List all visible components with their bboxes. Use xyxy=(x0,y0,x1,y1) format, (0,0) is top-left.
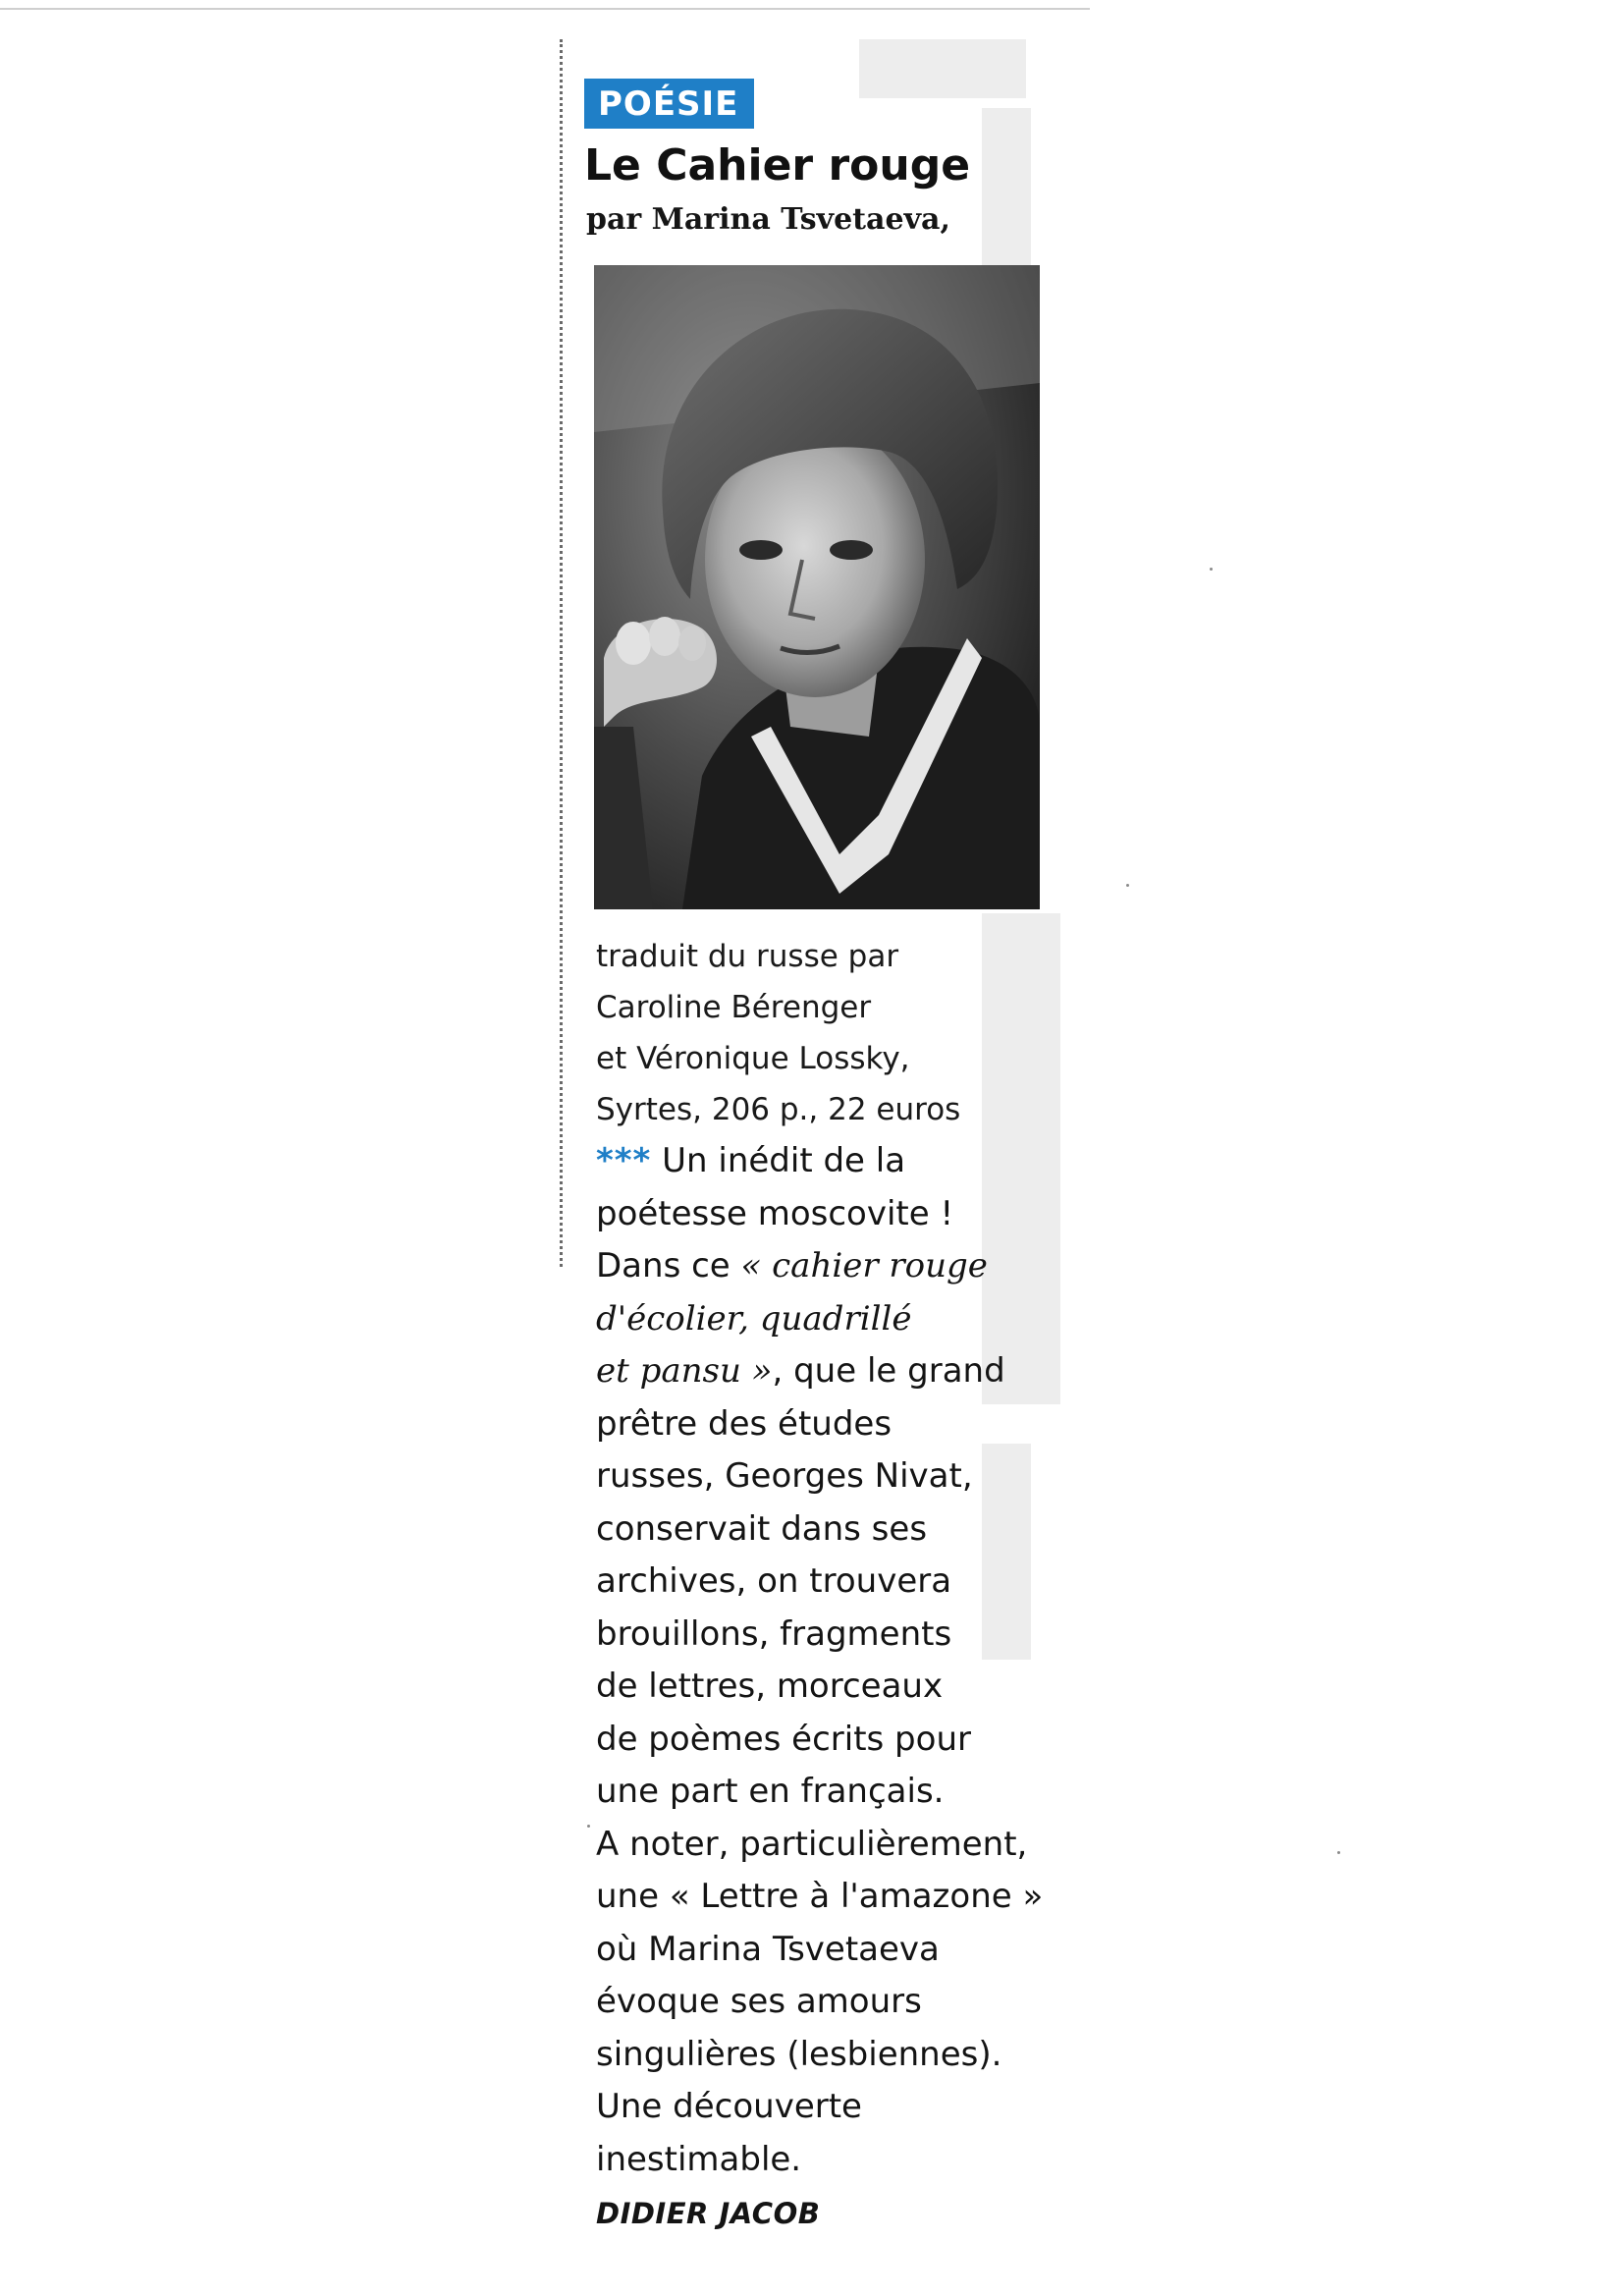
review-line: une part en français. xyxy=(596,1772,945,1811)
review-line: une « Lettre à l'amazone » xyxy=(596,1877,1044,1916)
review-line: poétesse moscovite ! xyxy=(596,1193,954,1233)
scan-speck xyxy=(1210,568,1213,571)
rating-stars: *** xyxy=(596,1141,652,1180)
review-line: Dans ce « cahier rouge xyxy=(596,1246,988,1285)
review-line: Une découverte xyxy=(596,2087,862,2126)
scan-speck xyxy=(1126,884,1129,887)
credit-line: et Véronique Lossky, xyxy=(596,1041,910,1076)
article-header xyxy=(584,79,1065,241)
book-credits xyxy=(596,931,1067,1135)
scan-speck xyxy=(1337,1851,1340,1854)
author-byline: par Marina Tsvetaeva, xyxy=(586,202,950,237)
review-line: évoque ses amours xyxy=(596,1982,922,2021)
review-line: A noter, particulièrement, xyxy=(596,1824,1028,1864)
review-line: de poèmes écrits pour xyxy=(596,1719,971,1759)
section-rubric: POÉSIE xyxy=(584,79,754,129)
scan-edge xyxy=(0,8,1090,10)
review-line: conservait dans ses xyxy=(596,1508,928,1549)
credit-line: Syrtes, 206 p., 22 euros xyxy=(596,1092,961,1127)
article-body xyxy=(596,931,1067,2239)
review-line: de lettres, morceaux xyxy=(596,1667,944,1706)
review-line: prêtre des études xyxy=(596,1403,893,1444)
review-line: russes, Georges Nivat, xyxy=(596,1456,973,1496)
review-line: *** Un inédit de la xyxy=(596,1141,906,1180)
review-line: d'écolier, quadrillé xyxy=(596,1298,912,1339)
scan-speck xyxy=(587,1825,590,1828)
review-line: où Marina Tsvetaeva xyxy=(596,1929,940,1969)
review-line: inestimable. xyxy=(596,2139,802,2179)
review-line: archives, on trouvera xyxy=(596,1561,952,1601)
credit-line: traduit du russe par xyxy=(596,939,899,974)
author-portrait-photo xyxy=(594,265,1040,909)
author-signature: DIDIER JACOB xyxy=(596,2197,821,2230)
article-title: Le Cahier rouge xyxy=(584,140,971,191)
review-line: brouillons, fragments xyxy=(596,1613,952,1654)
review-text xyxy=(596,1135,1067,2186)
credit-line: Caroline Bérenger xyxy=(596,990,872,1025)
review-line: et pansu », que le grand xyxy=(596,1351,1005,1391)
review-line: singulières (lesbiennes). xyxy=(596,2034,1002,2074)
column-divider xyxy=(560,39,563,1267)
